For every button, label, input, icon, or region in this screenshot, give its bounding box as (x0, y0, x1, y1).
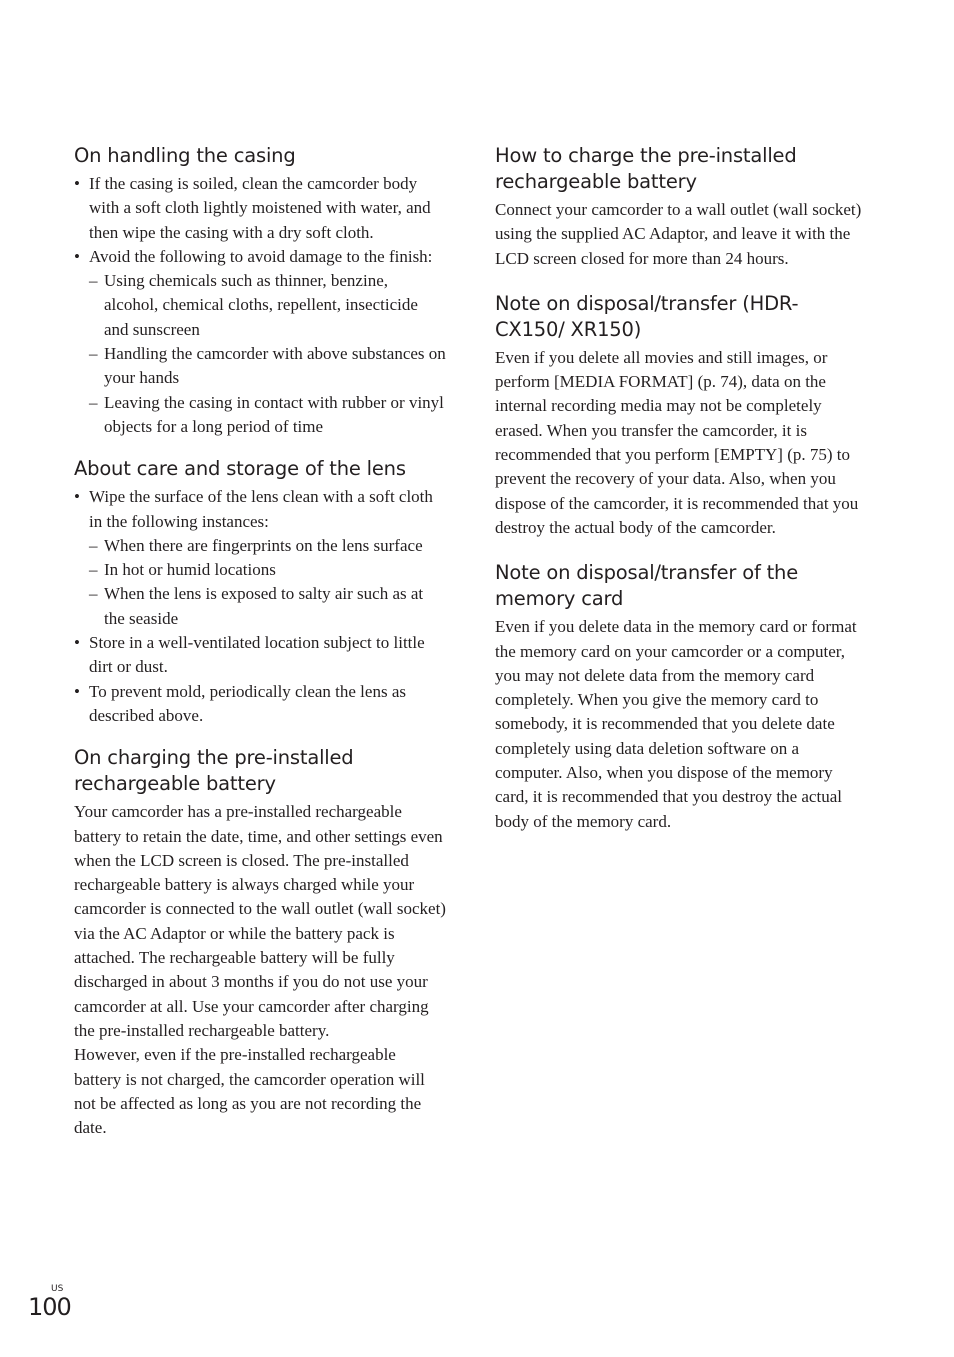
bullet-item: • Wipe the surface of the lens clean with a soft cloth in the following instances: – When there are fingerprints on the lens surface – In hot or humid locations – When the lens is exposed to salty air such as at the seaside (74, 485, 446, 631)
bullet-item: • Avoid the following to avoid damage to the finish: – Using chemicals such as thinner, benzine, alcohol, chemical cloths, repellent, insecticide and sunscreen – Handling the camcorder with above substances on your hands – Leaving the casing in contact with rubber or vinyl objects for a long period of time (74, 245, 446, 439)
dash-item: – Handling the camcorder with above substances on your hands (89, 344, 446, 388)
dash-icon: – (89, 560, 98, 580)
section-how-to-charge (495, 143, 867, 271)
right-column (495, 143, 867, 851)
section-disposal-transfer (495, 291, 867, 540)
dash-item: – Using chemicals such as thinner, benzine, alcohol, chemical cloths, repellent, insecticide and sunscreen (89, 271, 418, 339)
bullet-icon: • (74, 487, 80, 507)
dash-icon: – (89, 392, 98, 412)
bullet-list (74, 172, 446, 439)
section-heading: About care and storage of the lens (74, 457, 406, 481)
bullet-icon: • (74, 246, 80, 266)
section-heading: Note on disposal/transfer of the memory card (495, 561, 799, 611)
bullet-icon: • (74, 681, 80, 701)
region-code: US (51, 1284, 64, 1294)
bullet-item: • To prevent mold, periodically clean the lens as described above. (74, 681, 406, 725)
body-paragraph: Connect your camcorder to a wall outlet (wall socket) using the supplied AC Adaptor, and leave it with the LCD screen closed for more than 24 hours. (495, 200, 862, 268)
bullet-item: • If the casing is soiled, clean the camcorder body with a soft cloth lightly moistened with water, and then wipe the casing with a dry soft cloth. (74, 174, 431, 242)
section-heading: On charging the pre-installed rechargeable battery (74, 746, 354, 796)
bullet-item: • Store in a well-ventilated location subject to little dirt or dust. (74, 633, 425, 677)
dash-list (89, 534, 446, 631)
dash-icon: – (89, 535, 98, 555)
dash-icon: – (89, 271, 98, 291)
body-paragraph: Even if you delete all movies and still images, or perform [MEDIA FORMAT] (p. 74), data on the internal recording media may not be completely erased. When you transfer the camcorder, it is recommended that you perform [EMPTY] (p. 75) to prevent the recovery of your data. Also, when you dispose of the camcorder, it is recommended that you destroy the actual body of the camcorder. (495, 347, 859, 537)
body-paragraph: Even if you delete data in the memory card or format the memory card on your camcorder or a computer, you may not delete data from the memory card completely. When you give the memory card to somebody, it is recommended that you delete date completely using data deletion software on a computer. Also, when you dispose of the memory card, it is recommended that you destroy the actual body of the memory card. (495, 617, 857, 831)
dash-item: – Leaving the casing in contact with rubber or vinyl objects for a long period of time (89, 392, 444, 436)
dash-item: – When there are fingerprints on the lens surface (89, 534, 446, 558)
dash-icon: – (89, 584, 98, 604)
section-handling-casing (74, 143, 446, 439)
dash-item: – When the lens is exposed to salty air such as at the seaside (89, 584, 424, 628)
section-heading: How to charge the pre-installed rechargeable battery (495, 144, 797, 193)
section-lens-care (74, 456, 446, 728)
left-column (74, 143, 446, 1157)
section-charging-battery (74, 745, 446, 1140)
bullet-icon: • (74, 174, 80, 193)
body-paragraph: Your camcorder has a pre-installed rechargeable battery to retain the date, time, and other settings even when the LCD screen is closed. The pre-installed rechargeable battery is always charged while your camcorder is connected to the wall outlet (wall socket) via the AC Adaptor or while the battery pack is attached. The rechargeable battery will be fully discharged in about 3 months if you do not use your camcorder at all. Use your camcorder after charging the pre-installed rechargeable battery. (74, 802, 446, 1040)
section-memory-card-disposal (495, 560, 867, 834)
section-heading: On handling the casing (74, 144, 296, 167)
dash-list (89, 269, 446, 439)
bullet-icon: • (74, 633, 80, 653)
dash-item: – In hot or humid locations (89, 558, 446, 582)
page-number: 100 (28, 1293, 71, 1321)
dash-icon: – (89, 344, 98, 364)
section-heading: Note on disposal/transfer (HDR-CX150/ XR150) (495, 291, 799, 341)
body-paragraph: However, even if the pre-installed rechargeable battery is not charged, the camcorder operation will not be affected as long as you are not recording the date. (74, 1045, 425, 1138)
bullet-list (74, 485, 446, 728)
